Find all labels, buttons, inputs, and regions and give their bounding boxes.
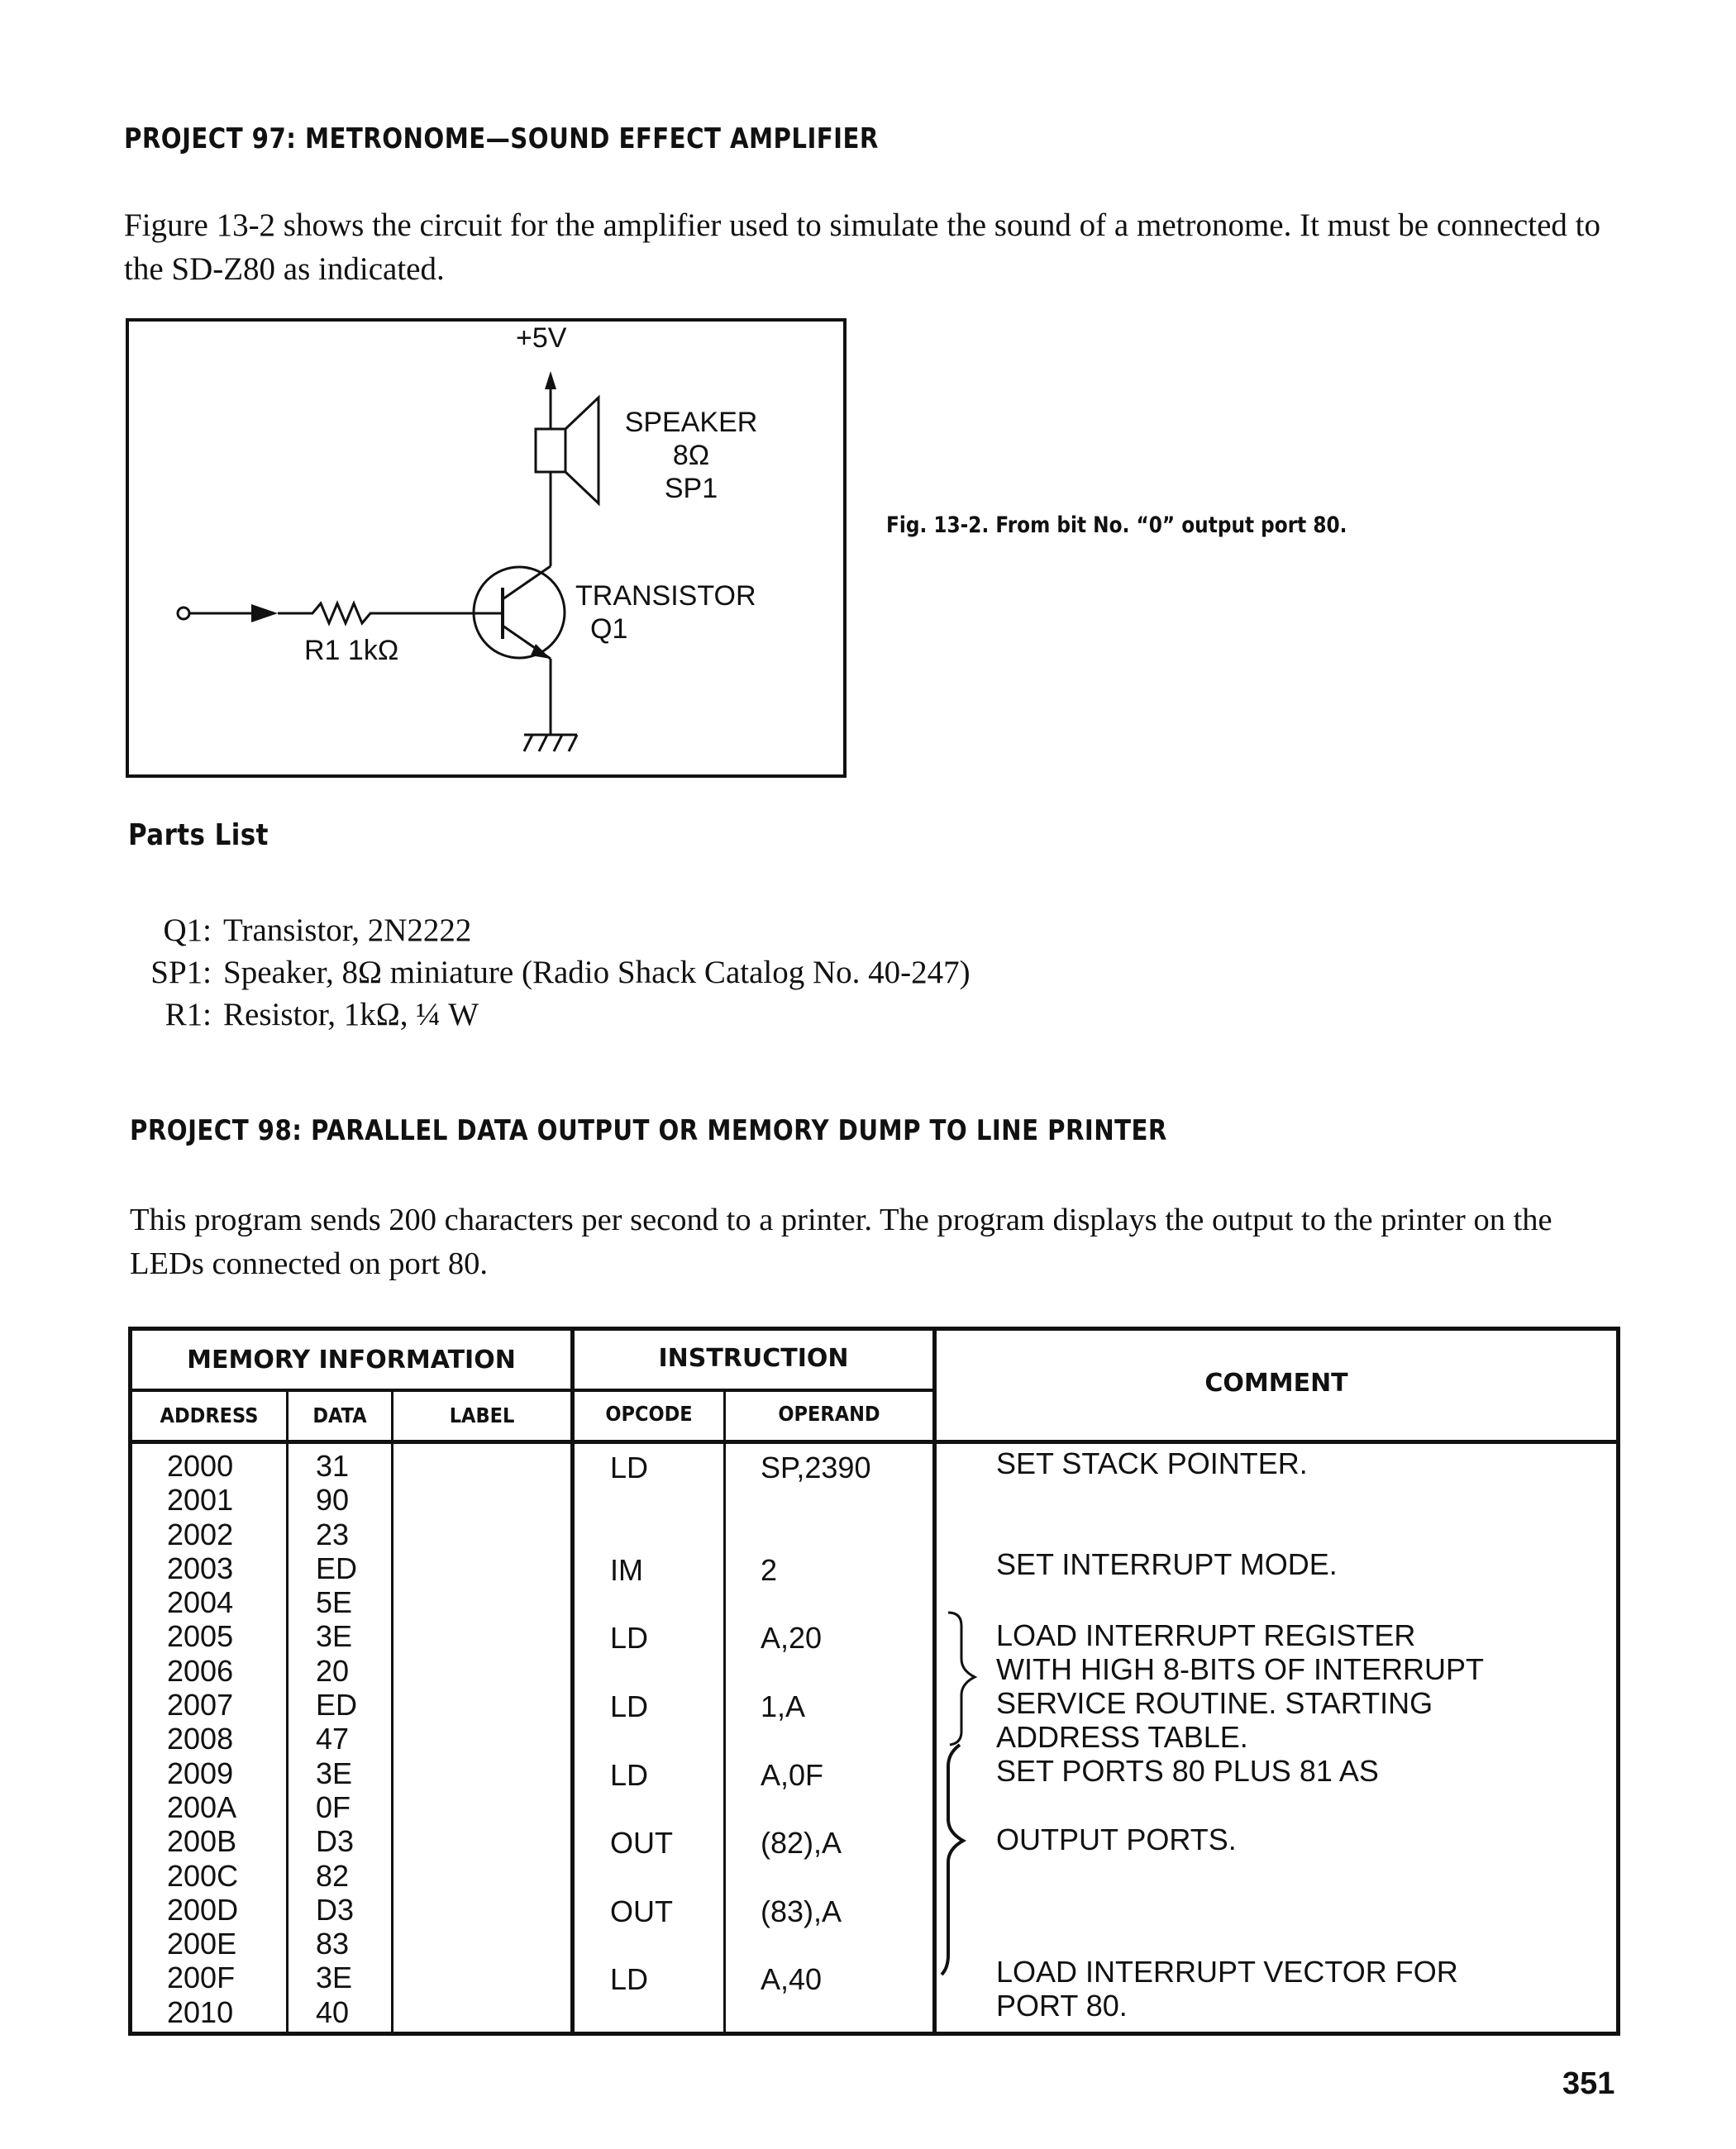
operand-cell: SP,2390 [761,1451,871,1484]
parts-list-item [122,909,971,951]
operand-cell [761,1587,870,1621]
circuit-diagram [126,318,847,778]
part-desc: Resistor, 1kΩ, ¼ W [223,997,479,1032]
comment-block [996,1955,1458,2023]
address-cell: 2010 [167,1994,234,2029]
part-desc: Transistor, 2N2222 [223,912,472,948]
speaker-label-line: SP1 [664,473,718,504]
supply-arrow-icon [545,371,556,389]
data-cell: 83 [316,1927,350,1961]
operand-cell: 2 [761,1552,778,1587]
data-cell: D3 [316,1824,355,1859]
address-cell: 2007 [167,1688,234,1723]
comment-line: OUTPUT PORTS. [996,1823,1237,1856]
resistor-label: R1 1kΩ [304,635,399,666]
comment-line: LOAD INTERRUPT VECTOR FOR [996,1955,1458,1989]
speaker-label [617,406,765,505]
resistor-r1 [278,603,470,623]
project-98-heading: PROJECT 98: PARALLEL DATA OUTPUT OR MEMORY DUMP TO LINE PRINTER [130,1114,1167,1147]
opcode-cell: LD [610,1621,649,1656]
opcode-cell: LD [610,1689,649,1724]
input-arrow-icon [251,604,278,622]
header-opcode: OPCODE [605,1402,693,1426]
speaker-cone [565,398,599,503]
opcode-cell [610,1928,673,1962]
data-cell: 3E [316,1961,353,1995]
comment-line: WITH HIGH 8-BITS OF INTERRUPT [996,1652,1484,1686]
opcode-cell [610,1656,673,1689]
address-cell: 2005 [167,1619,234,1654]
data-cell: 0F [316,1789,351,1824]
supply-label: +5V [516,322,567,354]
address-cell: 200C [167,1858,239,1893]
comment-block [996,1547,1338,1581]
part-desc: Speaker, 8Ω miniature (Radio Shack Catalog No. 40-247) [223,955,971,990]
address-cell: 2000 [167,1449,234,1483]
comment-block [996,1823,1237,1856]
data-cell: 82 [316,1858,350,1893]
operand-cell: A,20 [761,1621,823,1656]
speaker-label-line: 8Ω [672,440,710,471]
opcode-cell: OUT [610,1826,673,1861]
address-cell: 200B [167,1824,237,1859]
header-data: DATA [312,1403,367,1427]
comment-block [996,1754,1379,1788]
parts-list-item [122,951,971,993]
operand-cell [761,1997,870,2031]
opcode-cell: LD [610,1757,649,1792]
header-address: ADDRESS [160,1403,259,1427]
opcode-cell: LD [610,1962,649,1997]
data-cell: 31 [316,1449,350,1483]
comment-line: SERVICE ROUTINE. STARTING [996,1686,1433,1720]
data-cell: ED [316,1688,358,1723]
operand-cell [761,1792,870,1826]
operand-cell: (82),A [761,1826,842,1861]
operand-cell: A,0F [761,1757,824,1792]
data-cell: 40 [316,1994,350,2029]
comment-line: SET STACK POINTER. [996,1446,1308,1480]
address-cell: 2002 [167,1517,234,1551]
address-cell: 200E [167,1927,237,1961]
opcode-cell: IM [610,1552,643,1587]
opcode-cell [610,1792,673,1826]
header-instruction: INSTRUCTION [658,1344,849,1373]
operand-column [761,1451,870,2031]
figure-caption: Fig. 13-2. From bit No. “0” output port 80. [886,512,1347,538]
opcode-cell [610,1587,673,1621]
comment-line: SET PORTS 80 PLUS 81 AS [996,1754,1379,1788]
header-comment: COMMENT [1204,1369,1348,1398]
comment-block [996,1618,1484,1754]
address-cell: 2006 [167,1653,234,1688]
parts-list [122,909,971,1036]
data-cell: 20 [316,1653,350,1688]
header-operand: OPERAND [778,1402,880,1426]
header-memory-information: MEMORY INFORMATION [187,1346,516,1375]
opcode-cell [610,1519,673,1553]
opcode-cell [610,1484,673,1518]
opcode-cell [610,1997,673,2031]
comment-line: LOAD INTERRUPT REGISTER [996,1618,1416,1652]
comment-block [996,1446,1308,1480]
input-terminal [178,608,189,619]
circuit-schematic [129,322,843,774]
operand-cell: 1,A [761,1689,806,1724]
address-cell: 2001 [167,1483,234,1518]
operand-cell [761,1861,870,1894]
page-number: 351 [1562,2066,1615,2101]
project-97-intro: Figure 13-2 shows the circuit for the amplifier used to simulate the sound of a metronome. It must be connected to the SD-Z80 as indicated. [124,207,1600,287]
comment-line: ADDRESS TABLE. [996,1720,1248,1754]
brace-icon [938,1608,1004,1988]
transistor-label-line: Q1 [590,613,628,645]
data-cell: 90 [316,1483,350,1518]
program-table [128,1327,1620,2036]
transistor-label [575,579,756,646]
data-cell: 47 [316,1722,350,1756]
opcode-column [610,1451,673,2031]
data-cell: D3 [316,1892,355,1927]
operand-cell: (83),A [761,1894,842,1928]
operand-cell [761,1656,870,1689]
data-cell: 23 [316,1517,350,1551]
address-cell: 200F [167,1961,236,1995]
parts-list-item [122,993,971,1036]
address-cell: 2004 [167,1585,234,1620]
operand-cell [761,1484,870,1518]
project-98-intro: This program sends 200 characters per second to a printer. The program displays the output to the printer on the LEDs connected on port 80. [130,1203,1552,1281]
part-ref: R1: [165,997,212,1032]
parts-list-title: Parts List [128,818,269,852]
data-cell: 5E [316,1585,353,1620]
part-ref: SP1: [150,955,212,990]
speaker-label-line: SPEAKER [624,407,758,438]
opcode-cell [610,1723,673,1757]
operand-cell [761,1928,870,1962]
collector-lead [503,566,551,599]
transistor-label-line: TRANSISTOR [575,580,756,612]
address-cell: 2008 [167,1722,234,1756]
comment-line: SET INTERRUPT MODE. [996,1547,1338,1581]
opcode-cell: LD [610,1451,649,1484]
data-cell: 3E [316,1619,353,1654]
data-cell: ED [316,1551,358,1585]
operand-cell [761,1723,870,1757]
address-cell: 2009 [167,1756,234,1790]
address-cell: 200D [167,1892,239,1927]
opcode-cell: OUT [610,1894,673,1928]
speaker-body [536,429,565,472]
operand-cell [761,1519,870,1553]
header-label: LABEL [449,1403,515,1427]
operand-cell: A,40 [761,1962,823,1997]
comment-line: PORT 80. [996,1989,1128,2023]
address-column [167,1449,238,2029]
part-ref: Q1: [163,912,212,948]
data-cell: 3E [316,1756,353,1790]
project-97-heading: PROJECT 97: METRONOME—SOUND EFFECT AMPLIFIER [124,122,879,155]
address-cell: 200A [167,1789,237,1824]
address-cell: 2003 [167,1551,234,1585]
opcode-cell [610,1861,673,1894]
data-column [316,1449,357,2029]
